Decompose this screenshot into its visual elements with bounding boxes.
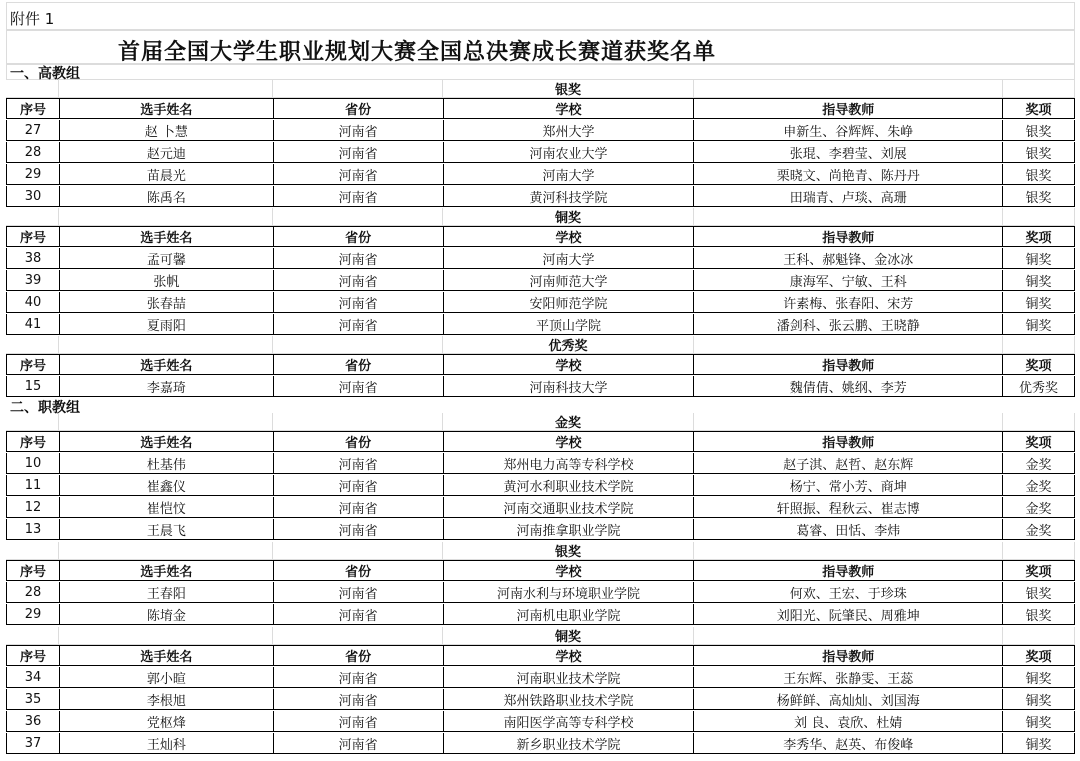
table-cell: 田瑞青、卢琰、高珊 [694, 186, 1003, 207]
column-header: 序号 [7, 227, 60, 247]
grid-cell [273, 542, 443, 560]
table-cell: 河南省 [274, 270, 444, 291]
table-cell: 张帆 [60, 270, 274, 291]
table-header-row [6, 645, 1075, 666]
table-row [6, 292, 1075, 313]
table-cell: 36 [7, 711, 60, 732]
table-header-row [6, 98, 1075, 119]
table-cell: 杨宁、常小芳、商坤 [694, 475, 1003, 496]
table-row [6, 376, 1075, 397]
table-cell: 河南省 [274, 142, 444, 163]
table-cell: 潘剑科、张云鹏、王晓静 [694, 314, 1003, 335]
column-header: 省份 [274, 561, 444, 581]
table-cell: 30 [7, 186, 60, 207]
table-header-row [6, 560, 1075, 581]
table-cell: 崔恺忟 [60, 497, 274, 518]
table-cell: 南阳医学高等专科学校 [444, 711, 695, 732]
table-cell: 葛睿、田恬、李炜 [694, 519, 1003, 540]
column-header: 选手姓名 [60, 227, 274, 247]
table-cell: 河南农业大学 [444, 142, 695, 163]
table-cell: 河南职业技术学院 [444, 667, 695, 688]
table-row [6, 711, 1075, 732]
table-cell: 黄河水利职业技术学院 [444, 475, 695, 496]
table-cell: 王灿科 [60, 733, 274, 754]
award-section-title: 优秀奖 [443, 336, 694, 354]
table-cell: 赵元迪 [60, 142, 274, 163]
table-cell: 杜基伟 [60, 453, 274, 474]
table-cell: 河南推拿职业学院 [444, 519, 695, 540]
grid-row-attachment [6, 2, 1075, 30]
table-cell: 河南水利与环境职业学院 [444, 582, 695, 603]
table-cell: 河南省 [274, 689, 444, 710]
table-cell: 35 [7, 689, 60, 710]
grid-cell [59, 542, 273, 560]
table-cell: 38 [7, 248, 60, 269]
table-cell: 铜奖 [1003, 292, 1075, 313]
table-row [6, 142, 1075, 163]
group-label: 二、职教组 [10, 400, 80, 416]
column-header: 序号 [7, 432, 60, 452]
column-header: 奖项 [1003, 561, 1075, 581]
grid-cell [59, 208, 273, 226]
table-row [6, 604, 1075, 625]
table-cell: 安阳师范学院 [444, 292, 695, 313]
table-cell: 28 [7, 142, 60, 163]
column-header: 选手姓名 [60, 99, 274, 119]
table-row [6, 186, 1075, 207]
table-cell: 魏倩倩、姚纲、李芳 [694, 376, 1003, 397]
table-cell: 夏雨阳 [60, 314, 274, 335]
table-cell: 铜奖 [1003, 248, 1075, 269]
award-section-title-row [6, 627, 1075, 645]
column-header: 奖项 [1003, 355, 1075, 375]
table-row [6, 120, 1075, 141]
table-cell: 29 [7, 604, 60, 625]
table-cell: 40 [7, 292, 60, 313]
table-cell: 王晨飞 [60, 519, 274, 540]
column-header: 序号 [7, 646, 60, 666]
grid-cell [273, 80, 443, 98]
grid-cell [273, 627, 443, 645]
table-cell: 金奖 [1003, 453, 1075, 474]
table-cell: 河南省 [274, 248, 444, 269]
column-header: 指导教师 [694, 561, 1003, 581]
table-header-row [6, 431, 1075, 452]
table-cell: 李根旭 [60, 689, 274, 710]
table-cell: 银奖 [1003, 186, 1075, 207]
table-cell: 河南省 [274, 453, 444, 474]
table-cell: 郑州大学 [444, 120, 695, 141]
column-header: 学校 [444, 432, 695, 452]
award-section-title-row [6, 542, 1075, 560]
table-row [6, 248, 1075, 269]
table-row [6, 582, 1075, 603]
table-cell: 39 [7, 270, 60, 291]
grid-cell [6, 208, 59, 226]
grid-cell [59, 413, 273, 431]
table-cell: 河南师范大学 [444, 270, 695, 291]
table-cell: 河南大学 [444, 248, 695, 269]
award-section-title-row [6, 208, 1075, 226]
grid-cell [59, 80, 273, 98]
table-row [6, 270, 1075, 291]
group-label: 一、高教组 [10, 66, 80, 82]
column-header: 指导教师 [694, 99, 1003, 119]
table-cell: 河南科技大学 [444, 376, 695, 397]
table-cell: 栗晓文、尚艳青、陈丹丹 [694, 164, 1003, 185]
column-header: 奖项 [1003, 432, 1075, 452]
table-cell: 27 [7, 120, 60, 141]
table-row [6, 453, 1075, 474]
table-cell: 刘 良、袁欣、杜婧 [694, 711, 1003, 732]
award-section-title: 金奖 [443, 413, 694, 431]
column-header: 序号 [7, 561, 60, 581]
table-cell: 金奖 [1003, 475, 1075, 496]
table-cell: 郭小暄 [60, 667, 274, 688]
award-section-title: 银奖 [443, 542, 694, 560]
table-cell: 12 [7, 497, 60, 518]
table-cell: 申新生、谷辉辉、朱峥 [694, 120, 1003, 141]
column-header: 学校 [444, 646, 695, 666]
table-cell: 刘阳光、阮肇民、周雅坤 [694, 604, 1003, 625]
award-section-title-row [6, 336, 1075, 354]
table-cell: 铜奖 [1003, 314, 1075, 335]
table-cell: 铜奖 [1003, 711, 1075, 732]
table-cell: 铜奖 [1003, 667, 1075, 688]
table-cell: 河南省 [274, 292, 444, 313]
column-header: 省份 [274, 432, 444, 452]
table-cell: 13 [7, 519, 60, 540]
table-header-row [6, 226, 1075, 247]
table-cell: 15 [7, 376, 60, 397]
award-section-title: 铜奖 [443, 627, 694, 645]
grid-cell [694, 208, 1003, 226]
table-cell: 赵子淇、赵哲、赵东辉 [694, 453, 1003, 474]
table-cell: 黄河科技学院 [444, 186, 695, 207]
table-cell: 河南省 [274, 667, 444, 688]
table-cell: 河南省 [274, 186, 444, 207]
table-cell: 李秀华、赵英、布俊峰 [694, 733, 1003, 754]
page-title: 首届全国大学生职业规划大赛全国总决赛成长赛道获奖名单 [118, 40, 717, 65]
table-cell: 平顶山学院 [444, 314, 695, 335]
table-cell: 41 [7, 314, 60, 335]
table-cell: 王春阳 [60, 582, 274, 603]
table-cell: 优秀奖 [1003, 376, 1075, 397]
table-cell: 银奖 [1003, 142, 1075, 163]
table-cell: 37 [7, 733, 60, 754]
table-row [6, 667, 1075, 688]
table-cell: 河南省 [274, 519, 444, 540]
grid-cell [1003, 627, 1075, 645]
attachment-label: 附件 1 [10, 10, 55, 28]
grid-cell [6, 542, 59, 560]
award-section-title-row [6, 80, 1075, 98]
table-cell: 11 [7, 475, 60, 496]
column-header: 选手姓名 [60, 561, 274, 581]
column-header: 选手姓名 [60, 432, 274, 452]
table-cell: 河南省 [274, 733, 444, 754]
column-header: 学校 [444, 99, 695, 119]
table-cell: 河南机电职业学院 [444, 604, 695, 625]
column-header: 奖项 [1003, 646, 1075, 666]
table-cell: 河南省 [274, 582, 444, 603]
table-cell: 银奖 [1003, 604, 1075, 625]
table-header-row [6, 354, 1075, 375]
grid-cell [273, 336, 443, 354]
table-cell: 河南省 [274, 604, 444, 625]
table-cell: 铜奖 [1003, 689, 1075, 710]
table-cell: 河南省 [274, 314, 444, 335]
table-cell: 苗晨光 [60, 164, 274, 185]
award-section-title: 银奖 [443, 80, 694, 98]
column-header: 奖项 [1003, 227, 1075, 247]
table-row [6, 733, 1075, 754]
table-cell: 王科、郝魁锋、金冰冰 [694, 248, 1003, 269]
table-cell: 银奖 [1003, 120, 1075, 141]
table-cell: 杨鲜鲜、高灿灿、刘国海 [694, 689, 1003, 710]
column-header: 序号 [7, 355, 60, 375]
table-row [6, 164, 1075, 185]
table-cell: 34 [7, 667, 60, 688]
table-row [6, 497, 1075, 518]
column-header: 指导教师 [694, 646, 1003, 666]
table-cell: 张琨、李碧莹、刘展 [694, 142, 1003, 163]
table-cell: 河南省 [274, 376, 444, 397]
table-cell: 银奖 [1003, 582, 1075, 603]
grid-cell [694, 80, 1003, 98]
table-cell: 河南省 [274, 475, 444, 496]
grid-cell [694, 627, 1003, 645]
table-cell: 金奖 [1003, 519, 1075, 540]
table-cell: 28 [7, 582, 60, 603]
table-cell: 李嘉琦 [60, 376, 274, 397]
table-cell: 孟可馨 [60, 248, 274, 269]
column-header: 奖项 [1003, 99, 1075, 119]
grid-cell [1003, 336, 1075, 354]
grid-cell [1003, 542, 1075, 560]
table-cell: 崔鑫仪 [60, 475, 274, 496]
grid-cell [1003, 413, 1075, 431]
grid-cell [273, 413, 443, 431]
table-cell: 郑州铁路职业技术学院 [444, 689, 695, 710]
table-cell: 陈禹名 [60, 186, 274, 207]
table-row [6, 519, 1075, 540]
table-row [6, 314, 1075, 335]
table-cell: 康海军、宁敏、王科 [694, 270, 1003, 291]
table-row [6, 689, 1075, 710]
column-header: 省份 [274, 646, 444, 666]
column-header: 指导教师 [694, 227, 1003, 247]
table-cell: 河南省 [274, 120, 444, 141]
table-cell: 许素梅、张春阳、宋芳 [694, 292, 1003, 313]
table-cell: 河南省 [274, 711, 444, 732]
table-cell: 何欢、王宏、于珍珠 [694, 582, 1003, 603]
grid-cell [6, 627, 59, 645]
column-header: 学校 [444, 227, 695, 247]
table-cell: 银奖 [1003, 164, 1075, 185]
column-header: 学校 [444, 355, 695, 375]
table-cell: 赵 卜慧 [60, 120, 274, 141]
table-cell: 河南交通职业技术学院 [444, 497, 695, 518]
table-cell: 张春喆 [60, 292, 274, 313]
grid-cell [59, 336, 273, 354]
table-cell: 10 [7, 453, 60, 474]
table-row [6, 475, 1075, 496]
table-cell: 轩照振、程秋云、崔志博 [694, 497, 1003, 518]
column-header: 省份 [274, 99, 444, 119]
table-cell: 陈堉金 [60, 604, 274, 625]
column-header: 省份 [274, 227, 444, 247]
grid-cell [6, 80, 59, 98]
grid-cell [1003, 208, 1075, 226]
table-cell: 河南大学 [444, 164, 695, 185]
grid-cell [6, 413, 59, 431]
grid-cell [694, 542, 1003, 560]
grid-cell [694, 413, 1003, 431]
table-cell: 河南省 [274, 164, 444, 185]
table-cell: 金奖 [1003, 497, 1075, 518]
award-section-title: 铜奖 [443, 208, 694, 226]
table-cell: 新乡职业技术学院 [444, 733, 695, 754]
table-cell: 王东辉、张静雯、王蕊 [694, 667, 1003, 688]
table-cell: 29 [7, 164, 60, 185]
column-header: 指导教师 [694, 355, 1003, 375]
column-header: 学校 [444, 561, 695, 581]
grid-cell [273, 208, 443, 226]
grid-cell [694, 336, 1003, 354]
grid-cell [59, 627, 273, 645]
column-header: 省份 [274, 355, 444, 375]
column-header: 选手姓名 [60, 355, 274, 375]
column-header: 指导教师 [694, 432, 1003, 452]
table-cell: 党枢烽 [60, 711, 274, 732]
table-cell: 河南省 [274, 497, 444, 518]
table-cell: 铜奖 [1003, 270, 1075, 291]
grid-row-group1 [6, 64, 1075, 80]
grid-cell [6, 336, 59, 354]
table-cell: 铜奖 [1003, 733, 1075, 754]
column-header: 选手姓名 [60, 646, 274, 666]
grid-cell [1003, 80, 1075, 98]
table-cell: 郑州电力高等专科学校 [444, 453, 695, 474]
column-header: 序号 [7, 99, 60, 119]
award-section-title-row [6, 413, 1075, 431]
